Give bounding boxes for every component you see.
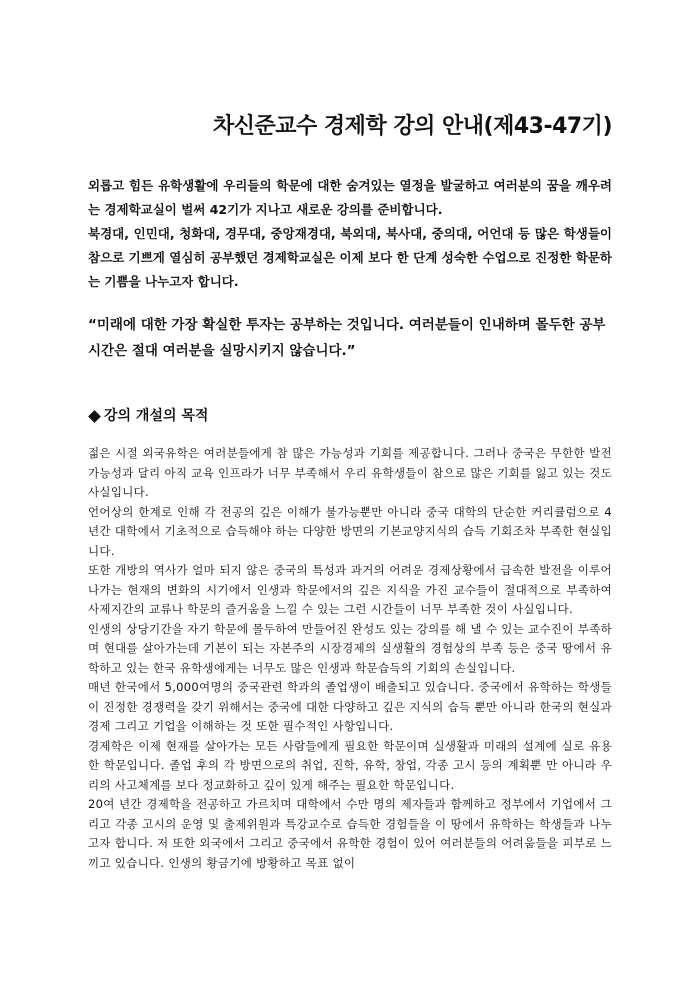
intro-section xyxy=(88,174,612,294)
section-heading xyxy=(88,406,612,426)
intro-paragraph: 외롭고 힘든 유학생활에 우리들의 학문에 대한 숨겨있는 열정을 발굴하고 여러분의 꿈을 깨우려는 경제학교실이 벌써 42기가 지나고 새로운 강의를 준비합니다. xyxy=(88,178,612,217)
body-paragraph: 인생의 상당기간을 자기 학문에 몰두하여 만들어진 완성도 있는 강의를 해 낼 수 있는 교수진이 부족하며 현대를 살아가는데 기본이 되는 자본주의 시장경제의 실생활의 경험상의 부족 등은 중국 땅에서 유학하고 있는 한국 유학생에게는 너무도 많은 인생과 학문습득의 기회의 손실입니다. xyxy=(88,621,612,675)
body-paragraph: 언어상의 한계로 인해 각 전공의 깊은 이해가 불가능뿐만 아니라 중국 대학의 단순한 커리큘럼으로 4년간 대학에서 기초적으로 습득해야 하는 다양한 방면의 기본교양지식의 습득 기회조차 부족한 현실입니다. xyxy=(88,504,612,558)
diamond-bullet-icon xyxy=(88,410,101,423)
body-paragraph: 경제학은 이제 현재를 살아가는 모든 사람들에게 필요한 학문이며 실생활과 미래의 설계에 실로 유용한 학문입니다. 졸업 후의 각 방면으로의 취업, 진학, 유학, 창업, 각종 고시 등의 계획뿐 만 아니라 우리의 사고체계를 보다 정교화하고 깊이 있게 해주는 필요한 학문입니다. xyxy=(88,738,612,792)
quote-text: “미래에 대한 가장 확실한 투자는 공부하는 것입니다. 여러분들이 인내하며 몰두한 공부시간은 절대 여러분을 실망시키지 않습니다.” xyxy=(88,317,606,359)
document-title: 차신준교수 경제학 강의 안내(제43-47기) xyxy=(213,114,612,139)
quote-section xyxy=(88,312,612,364)
intro-paragraph: 북경대, 인민대, 청화대, 경무대, 중앙재경대, 북외대, 북사대, 중의대, 어언대 등 많은 학생들이 참으로 기쁘게 열심히 공부했던 경제학교실은 이제 보다 한 단계 성숙한 수업으로 진정한 학문하는 기쁨을 나누고자 합니다. xyxy=(88,226,612,289)
body-paragraph: 또한 개방의 역사가 얼마 되지 않은 중국의 특성과 과거의 어려운 경제상황에서 급속한 발전을 이루어 나가는 현재의 변화의 시기에서 인생과 학문에서의 깊은 지식을 가진 교수들이 절대적으로 부족하여 사제지간의 교류나 학문의 즐거움을 느낄 수 있는 그런 시간들이 너무 부족한 것이 사실입니다. xyxy=(88,563,612,616)
section-heading-text: 강의 개설의 목적 xyxy=(104,408,209,424)
body-section xyxy=(88,444,612,873)
body-paragraph: 20여 년간 경제학을 전공하고 가르치며 대학에서 수만 명의 제자들과 함께하고 정부에서 기업에서 그리고 각종 고시의 운영 및 출제위원과 특강교수로 습득한 경험들을 이 땅에서 유학하는 학생들과 나누고자 합니다. 저 또한 외국에서 그리고 중국에서 유학한 경험이 있어 여러분들의 어려움들을 피부로 느끼고 있습니다. 인생의 황금기에 방황하고 목표 없이 xyxy=(88,797,612,870)
body-paragraph: 매년 한국에서 5,000여명의 중국관련 학과의 졸업생이 배출되고 있습니다. 중국에서 유학하는 학생들이 진정한 경쟁력을 갖기 위해서는 중국에 대한 다양하고 깊은 지식의 습득 뿐만 아니라 한국의 현실과 경제 그리고 기업을 이해하는 것 또한 필수적인 사항입니다. xyxy=(88,680,612,733)
body-paragraph: 젊은 시절 외국유학은 여러분들에게 참 많은 가능성과 기회를 제공합니다. 그러나 중국은 무한한 발전가능성과 달리 아직 교육 인프라가 너무 부족해서 우리 유학생들이 참으로 많은 기회를 잃고 있는 것도 사실입니다. xyxy=(88,446,612,499)
